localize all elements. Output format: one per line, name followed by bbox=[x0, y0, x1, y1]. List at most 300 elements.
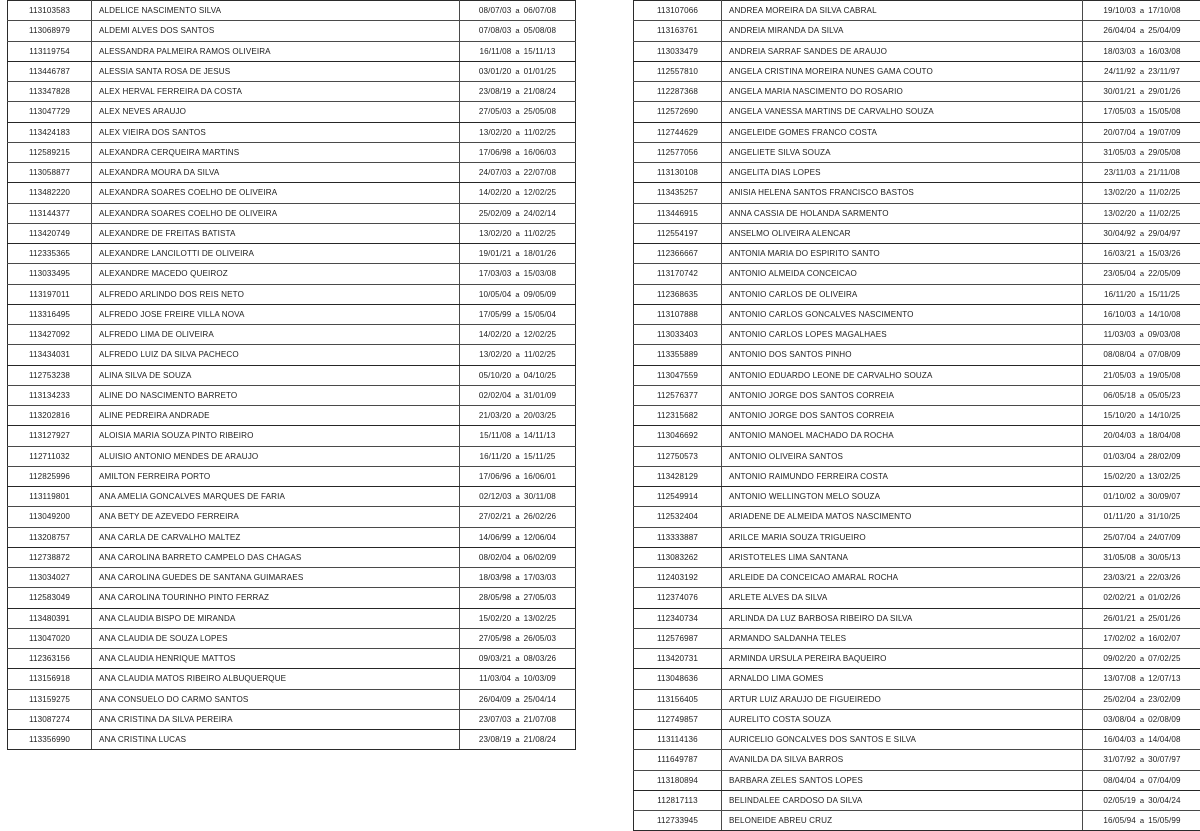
period-cell bbox=[460, 203, 576, 223]
period-end: 06/02/09 bbox=[524, 553, 556, 562]
table-row bbox=[634, 811, 1200, 831]
period-end: 11/02/25 bbox=[524, 229, 556, 238]
period-separator: a bbox=[511, 386, 523, 405]
period-end: 27/05/03 bbox=[524, 593, 556, 602]
table-row bbox=[634, 588, 1200, 608]
period-end: 19/07/09 bbox=[1148, 128, 1180, 137]
period-end: 04/10/25 bbox=[524, 371, 556, 380]
period-separator: a bbox=[511, 62, 523, 81]
registration-number-cell: 112403192 bbox=[634, 568, 722, 588]
period-cell bbox=[460, 142, 576, 162]
period-end: 14/11/13 bbox=[524, 431, 556, 440]
person-name-cell: BARBARA ZELES SANTOS LOPES bbox=[722, 770, 1083, 790]
person-name-cell: ARISTOTELES LIMA SANTANA bbox=[722, 547, 1083, 567]
table-row bbox=[8, 507, 576, 527]
person-name-cell: ANA CLAUDIA HENRIQUE MATTOS bbox=[92, 649, 460, 669]
period-cell bbox=[1083, 21, 1200, 41]
person-name-cell: ARILCE MARIA SOUZA TRIGUEIRO bbox=[722, 527, 1083, 547]
period-separator: a bbox=[1136, 102, 1148, 121]
table-row bbox=[8, 304, 576, 324]
registration-number-cell: 113107066 bbox=[634, 1, 722, 21]
period-separator: a bbox=[1136, 771, 1148, 790]
person-name-cell: ALEXANDRA CERQUEIRA MARTINS bbox=[92, 142, 460, 162]
person-name-cell: ALUISIO ANTONIO MENDES DE ARAUJO bbox=[92, 446, 460, 466]
table-row bbox=[8, 325, 576, 345]
person-name-cell: ANTONIO JORGE DOS SANTOS CORREIA bbox=[722, 385, 1083, 405]
period-end: 26/02/26 bbox=[524, 512, 556, 521]
registration-number-cell: 113355889 bbox=[634, 345, 722, 365]
period-cell bbox=[460, 588, 576, 608]
period-cell bbox=[1083, 183, 1200, 203]
period-start: 18/03/98 bbox=[479, 573, 511, 582]
registration-number-cell: 113163761 bbox=[634, 21, 722, 41]
period-cell bbox=[1083, 588, 1200, 608]
table-row bbox=[634, 304, 1200, 324]
period-separator: a bbox=[1136, 609, 1148, 628]
table-row bbox=[634, 203, 1200, 223]
registration-number-cell: 113119754 bbox=[8, 41, 92, 61]
period-cell bbox=[1083, 244, 1200, 264]
period-cell bbox=[1083, 102, 1200, 122]
table-row bbox=[634, 446, 1200, 466]
period-separator: a bbox=[511, 467, 523, 486]
period-end: 15/03/26 bbox=[1148, 249, 1180, 258]
registration-number-cell: 113333887 bbox=[634, 527, 722, 547]
registration-number-cell: 113434031 bbox=[8, 345, 92, 365]
period-separator: a bbox=[511, 669, 523, 688]
period-end: 05/08/08 bbox=[524, 26, 556, 35]
period-end: 18/04/08 bbox=[1148, 431, 1180, 440]
period-start: 13/02/20 bbox=[479, 128, 511, 137]
table-row bbox=[634, 264, 1200, 284]
period-separator: a bbox=[1136, 285, 1148, 304]
registration-number-cell: 113119801 bbox=[8, 487, 92, 507]
table-row bbox=[8, 709, 576, 729]
period-end: 24/02/14 bbox=[524, 209, 556, 218]
period-separator: a bbox=[511, 588, 523, 607]
period-cell bbox=[1083, 1, 1200, 21]
period-end: 06/07/08 bbox=[524, 6, 556, 15]
period-end: 25/01/26 bbox=[1148, 614, 1180, 623]
period-separator: a bbox=[1136, 204, 1148, 223]
period-end: 30/07/97 bbox=[1148, 755, 1180, 764]
person-name-cell: ANGELIETE SILVA SOUZA bbox=[722, 142, 1083, 162]
period-end: 15/03/08 bbox=[524, 269, 556, 278]
period-cell bbox=[1083, 709, 1200, 729]
registration-number-cell: 113428129 bbox=[634, 466, 722, 486]
period-cell bbox=[1083, 628, 1200, 648]
table-row bbox=[634, 163, 1200, 183]
period-end: 14/10/25 bbox=[1148, 411, 1180, 420]
period-separator: a bbox=[511, 406, 523, 425]
person-name-cell: ARMANDO SALDANHA TELES bbox=[722, 628, 1083, 648]
registration-number-cell: 112749857 bbox=[634, 709, 722, 729]
person-name-cell: ALFREDO LIMA DE OLIVEIRA bbox=[92, 325, 460, 345]
registration-number-cell: 112711032 bbox=[8, 446, 92, 466]
period-end: 07/02/25 bbox=[1148, 654, 1180, 663]
person-name-cell: ALEXANDRA MOURA DA SILVA bbox=[92, 163, 460, 183]
registration-number-cell: 113356990 bbox=[8, 730, 92, 750]
period-separator: a bbox=[1136, 528, 1148, 547]
period-start: 09/02/20 bbox=[1103, 654, 1135, 663]
person-name-cell: ANNA CASSIA DE HOLANDA SARMENTO bbox=[722, 203, 1083, 223]
period-start: 15/02/20 bbox=[479, 614, 511, 623]
period-start: 31/07/92 bbox=[1103, 755, 1135, 764]
period-cell bbox=[1083, 41, 1200, 61]
period-separator: a bbox=[1136, 447, 1148, 466]
table-row bbox=[634, 750, 1200, 770]
registration-number-cell: 112549914 bbox=[634, 487, 722, 507]
period-end: 15/05/99 bbox=[1148, 816, 1180, 825]
period-start: 17/02/02 bbox=[1103, 634, 1135, 643]
period-separator: a bbox=[1136, 406, 1148, 425]
period-end: 01/01/25 bbox=[524, 67, 556, 76]
period-separator: a bbox=[1136, 548, 1148, 567]
person-name-cell: ANTONIO CARLOS DE OLIVEIRA bbox=[722, 284, 1083, 304]
period-end: 07/08/09 bbox=[1148, 350, 1180, 359]
period-start: 18/03/03 bbox=[1103, 47, 1135, 56]
period-start: 13/02/20 bbox=[479, 350, 511, 359]
period-separator: a bbox=[1136, 426, 1148, 445]
person-name-cell: ANA CAROLINA TOURINHO PINTO FERRAZ bbox=[92, 588, 460, 608]
table-row bbox=[634, 122, 1200, 142]
period-end: 08/03/26 bbox=[524, 654, 556, 663]
period-end: 30/11/08 bbox=[524, 492, 556, 501]
person-name-cell: ALINE DO NASCIMENTO BARRETO bbox=[92, 385, 460, 405]
period-cell bbox=[1083, 122, 1200, 142]
registration-number-cell: 113316495 bbox=[8, 304, 92, 324]
period-separator: a bbox=[512, 224, 524, 243]
period-cell bbox=[1083, 649, 1200, 669]
period-start: 27/05/03 bbox=[479, 107, 511, 116]
registration-table-left bbox=[7, 0, 576, 750]
period-separator: a bbox=[1136, 750, 1148, 769]
period-separator: a bbox=[1136, 467, 1148, 486]
table-row bbox=[8, 649, 576, 669]
person-name-cell: ANISIA HELENA SANTOS FRANCISCO BASTOS bbox=[722, 183, 1083, 203]
period-cell bbox=[460, 325, 576, 345]
table-row bbox=[8, 628, 576, 648]
table-row bbox=[634, 345, 1200, 365]
period-start: 26/01/21 bbox=[1103, 614, 1135, 623]
period-start: 23/05/04 bbox=[1103, 269, 1135, 278]
period-cell bbox=[460, 406, 576, 426]
period-cell bbox=[460, 446, 576, 466]
period-separator: a bbox=[1136, 811, 1148, 830]
registration-number-cell: 113482220 bbox=[8, 183, 92, 203]
registration-number-cell: 113427092 bbox=[8, 325, 92, 345]
registration-number-cell: 112557810 bbox=[634, 61, 722, 81]
period-separator: a bbox=[1136, 264, 1148, 283]
period-start: 13/02/20 bbox=[1104, 188, 1136, 197]
period-end: 09/03/08 bbox=[1148, 330, 1180, 339]
period-cell bbox=[1083, 142, 1200, 162]
person-name-cell: ANGELA CRISTINA MOREIRA NUNES GAMA COUTO bbox=[722, 61, 1083, 81]
period-end: 25/05/08 bbox=[524, 107, 556, 116]
period-end: 17/03/03 bbox=[524, 573, 556, 582]
person-name-cell: ARIADENE DE ALMEIDA MATOS NASCIMENTO bbox=[722, 507, 1083, 527]
person-name-cell: ALDEMI ALVES DOS SANTOS bbox=[92, 21, 460, 41]
table-row bbox=[634, 689, 1200, 709]
period-cell bbox=[460, 163, 576, 183]
right-column bbox=[633, 0, 1191, 831]
person-name-cell: ANTONIO CARLOS GONCALVES NASCIMENTO bbox=[722, 304, 1083, 324]
period-separator: a bbox=[1136, 588, 1148, 607]
period-cell bbox=[460, 264, 576, 284]
period-end: 22/05/09 bbox=[1148, 269, 1180, 278]
table-row bbox=[8, 183, 576, 203]
table-row bbox=[634, 730, 1200, 750]
period-start: 15/11/08 bbox=[479, 431, 511, 440]
period-cell bbox=[1083, 426, 1200, 446]
registration-number-cell: 113347828 bbox=[8, 82, 92, 102]
period-start: 01/11/20 bbox=[1104, 512, 1136, 521]
table-row bbox=[8, 122, 576, 142]
period-cell bbox=[460, 466, 576, 486]
period-start: 08/07/03 bbox=[479, 6, 511, 15]
period-cell bbox=[460, 223, 576, 243]
period-separator: a bbox=[1136, 629, 1148, 648]
period-start: 16/03/21 bbox=[1103, 249, 1135, 258]
period-separator: a bbox=[1136, 690, 1148, 709]
period-start: 16/11/08 bbox=[479, 47, 511, 56]
period-separator: a bbox=[1136, 183, 1148, 202]
table-row bbox=[8, 102, 576, 122]
period-end: 14/10/08 bbox=[1148, 310, 1180, 319]
period-end: 15/11/25 bbox=[1148, 290, 1180, 299]
registration-number-cell: 112572690 bbox=[634, 102, 722, 122]
period-end: 13/02/25 bbox=[524, 614, 556, 623]
period-end: 24/07/09 bbox=[1148, 533, 1180, 542]
period-separator: a bbox=[1136, 143, 1148, 162]
period-cell bbox=[1083, 163, 1200, 183]
period-separator: a bbox=[1136, 710, 1148, 729]
table-row bbox=[634, 61, 1200, 81]
registration-number-cell: 113107888 bbox=[634, 304, 722, 324]
registration-number-cell: 112340734 bbox=[634, 608, 722, 628]
person-name-cell: ANTONIO ALMEIDA CONCEICAO bbox=[722, 264, 1083, 284]
table-row bbox=[634, 325, 1200, 345]
registration-number-cell: 113170742 bbox=[634, 264, 722, 284]
period-cell bbox=[1083, 365, 1200, 385]
registration-number-cell: 113033479 bbox=[634, 41, 722, 61]
person-name-cell: ANA CAROLINA BARRETO CAMPELO DAS CHAGAS bbox=[92, 547, 460, 567]
period-cell bbox=[460, 82, 576, 102]
registration-number-cell: 112577056 bbox=[634, 142, 722, 162]
registration-number-cell: 113480391 bbox=[8, 608, 92, 628]
table-row bbox=[634, 21, 1200, 41]
period-cell bbox=[1083, 487, 1200, 507]
table-row bbox=[8, 466, 576, 486]
registration-number-cell: 113103583 bbox=[8, 1, 92, 21]
person-name-cell: ARLEIDE DA CONCEICAO AMARAL ROCHA bbox=[722, 568, 1083, 588]
period-separator: a bbox=[1136, 1, 1148, 20]
period-separator: a bbox=[1136, 386, 1148, 405]
period-separator: a bbox=[511, 710, 523, 729]
period-end: 25/04/09 bbox=[1148, 26, 1180, 35]
period-end: 18/01/26 bbox=[524, 249, 556, 258]
period-end: 16/06/01 bbox=[524, 472, 556, 481]
period-separator: a bbox=[511, 143, 523, 162]
registration-number-cell: 113114136 bbox=[634, 730, 722, 750]
person-name-cell: ALEX VIEIRA DOS SANTOS bbox=[92, 122, 460, 142]
period-cell bbox=[460, 183, 576, 203]
registration-number-cell: 112366667 bbox=[634, 244, 722, 264]
period-end: 29/04/97 bbox=[1148, 229, 1180, 238]
period-separator: a bbox=[1136, 568, 1148, 587]
period-start: 23/08/19 bbox=[479, 735, 511, 744]
registration-number-cell: 112738872 bbox=[8, 547, 92, 567]
registration-number-cell: 112532404 bbox=[634, 507, 722, 527]
person-name-cell: ALEXANDRE MACEDO QUEIROZ bbox=[92, 264, 460, 284]
table-row bbox=[8, 446, 576, 466]
table-row bbox=[634, 790, 1200, 810]
registration-number-cell: 113420731 bbox=[634, 649, 722, 669]
period-start: 03/01/20 bbox=[479, 67, 511, 76]
registration-number-cell: 113144377 bbox=[8, 203, 92, 223]
person-name-cell: AVANILDA DA SILVA BARROS bbox=[722, 750, 1083, 770]
table-row bbox=[634, 770, 1200, 790]
registration-number-cell: 113033495 bbox=[8, 264, 92, 284]
registration-number-cell: 112335365 bbox=[8, 244, 92, 264]
period-end: 30/05/13 bbox=[1148, 553, 1180, 562]
period-end: 15/11/25 bbox=[524, 452, 556, 461]
period-cell bbox=[1083, 325, 1200, 345]
registration-number-cell: 112287368 bbox=[634, 82, 722, 102]
period-start: 03/08/04 bbox=[1103, 715, 1135, 724]
period-separator: a bbox=[1136, 224, 1148, 243]
registration-number-cell: 113435257 bbox=[634, 183, 722, 203]
period-start: 16/04/03 bbox=[1103, 735, 1135, 744]
period-end: 16/03/08 bbox=[1148, 47, 1180, 56]
period-start: 19/10/03 bbox=[1103, 6, 1135, 15]
registration-number-cell: 113083262 bbox=[634, 547, 722, 567]
period-start: 10/05/04 bbox=[479, 290, 511, 299]
registration-number-cell: 113202816 bbox=[8, 406, 92, 426]
period-cell bbox=[1083, 264, 1200, 284]
period-cell bbox=[1083, 507, 1200, 527]
registration-number-cell: 112368635 bbox=[634, 284, 722, 304]
period-end: 21/08/24 bbox=[524, 87, 556, 96]
registration-number-cell: 112753238 bbox=[8, 365, 92, 385]
period-end: 28/02/09 bbox=[1148, 452, 1180, 461]
period-start: 26/04/09 bbox=[479, 695, 511, 704]
period-end: 29/01/26 bbox=[1148, 87, 1180, 96]
period-separator: a bbox=[511, 102, 523, 121]
period-end: 21/08/24 bbox=[524, 735, 556, 744]
period-separator: a bbox=[511, 82, 523, 101]
period-end: 30/04/24 bbox=[1148, 796, 1180, 805]
period-start: 17/06/96 bbox=[479, 472, 511, 481]
period-cell bbox=[460, 41, 576, 61]
period-end: 12/07/13 bbox=[1148, 674, 1180, 683]
registration-number-cell: 112576377 bbox=[634, 385, 722, 405]
period-separator: a bbox=[511, 1, 523, 20]
person-name-cell: AURICELIO GONCALVES DOS SANTOS E SILVA bbox=[722, 730, 1083, 750]
person-name-cell: BELINDALEE CARDOSO DA SILVA bbox=[722, 790, 1083, 810]
person-name-cell: ANA CRISTINA DA SILVA PEREIRA bbox=[92, 709, 460, 729]
period-start: 14/02/20 bbox=[479, 330, 511, 339]
period-end: 05/05/23 bbox=[1148, 391, 1180, 400]
period-separator: a bbox=[1136, 62, 1148, 81]
period-cell bbox=[460, 689, 576, 709]
period-end: 20/03/25 bbox=[524, 411, 556, 420]
period-cell bbox=[1083, 689, 1200, 709]
period-start: 05/10/20 bbox=[479, 371, 511, 380]
period-end: 14/04/08 bbox=[1148, 735, 1180, 744]
table-row bbox=[8, 608, 576, 628]
person-name-cell: ANA CONSUELO DO CARMO SANTOS bbox=[92, 689, 460, 709]
registration-number-cell: 113048636 bbox=[634, 669, 722, 689]
person-name-cell: ANTONIO OLIVEIRA SANTOS bbox=[722, 446, 1083, 466]
period-end: 30/09/07 bbox=[1148, 492, 1180, 501]
period-end: 07/04/09 bbox=[1148, 776, 1180, 785]
period-start: 11/03/04 bbox=[479, 674, 511, 683]
period-cell bbox=[460, 730, 576, 750]
person-name-cell: ANTONIO JORGE DOS SANTOS CORREIA bbox=[722, 406, 1083, 426]
period-separator: a bbox=[1136, 649, 1148, 668]
period-separator: a bbox=[511, 426, 523, 445]
period-end: 12/02/25 bbox=[524, 330, 556, 339]
period-cell bbox=[460, 244, 576, 264]
person-name-cell: ALEX NEVES ARAUJO bbox=[92, 102, 460, 122]
period-cell bbox=[1083, 608, 1200, 628]
period-end: 21/07/08 bbox=[524, 715, 556, 724]
registration-number-cell: 113047020 bbox=[8, 628, 92, 648]
table-row bbox=[634, 1, 1200, 21]
period-start: 13/02/20 bbox=[479, 229, 511, 238]
period-end: 16/02/07 bbox=[1148, 634, 1180, 643]
registration-number-cell: 113156918 bbox=[8, 669, 92, 689]
period-separator: a bbox=[512, 487, 524, 506]
table-row bbox=[8, 689, 576, 709]
person-name-cell: ANA CLAUDIA MATOS RIBEIRO ALBUQUERQUE bbox=[92, 669, 460, 689]
period-start: 20/07/04 bbox=[1103, 128, 1135, 137]
registration-number-cell: 112750573 bbox=[634, 446, 722, 466]
person-name-cell: ANDREIA SARRAF SANDES DE ARAUJO bbox=[722, 41, 1083, 61]
period-start: 02/05/19 bbox=[1103, 796, 1135, 805]
period-start: 25/07/04 bbox=[1103, 533, 1135, 542]
period-end: 26/05/03 bbox=[524, 634, 556, 643]
period-end: 19/05/08 bbox=[1148, 371, 1180, 380]
table-row bbox=[634, 426, 1200, 446]
person-name-cell: AURELITO COSTA SOUZA bbox=[722, 709, 1083, 729]
person-name-cell: ANTONIO CARLOS LOPES MAGALHAES bbox=[722, 325, 1083, 345]
registration-number-cell: 112363156 bbox=[8, 649, 92, 669]
registration-number-cell: 113034027 bbox=[8, 568, 92, 588]
period-start: 15/10/20 bbox=[1103, 411, 1135, 420]
period-cell bbox=[1083, 203, 1200, 223]
period-end: 23/11/97 bbox=[1148, 67, 1180, 76]
period-separator: a bbox=[511, 21, 523, 40]
table-row bbox=[634, 568, 1200, 588]
period-start: 27/05/98 bbox=[479, 634, 511, 643]
period-start: 21/05/03 bbox=[1103, 371, 1135, 380]
period-start: 16/11/20 bbox=[479, 452, 511, 461]
person-name-cell: ALEX HERVAL FERREIRA DA COSTA bbox=[92, 82, 460, 102]
period-separator: a bbox=[512, 123, 524, 142]
person-name-cell: ANTONIO EDUARDO LEONE DE CARVALHO SOUZA bbox=[722, 365, 1083, 385]
period-separator: a bbox=[1136, 82, 1148, 101]
table-row bbox=[634, 385, 1200, 405]
period-start: 31/05/08 bbox=[1103, 553, 1135, 562]
table-row bbox=[634, 41, 1200, 61]
person-name-cell: ANA CRISTINA LUCAS bbox=[92, 730, 460, 750]
period-cell bbox=[1083, 568, 1200, 588]
table-row bbox=[8, 1, 576, 21]
registration-number-cell: 113156405 bbox=[634, 689, 722, 709]
period-separator: a bbox=[511, 507, 523, 526]
